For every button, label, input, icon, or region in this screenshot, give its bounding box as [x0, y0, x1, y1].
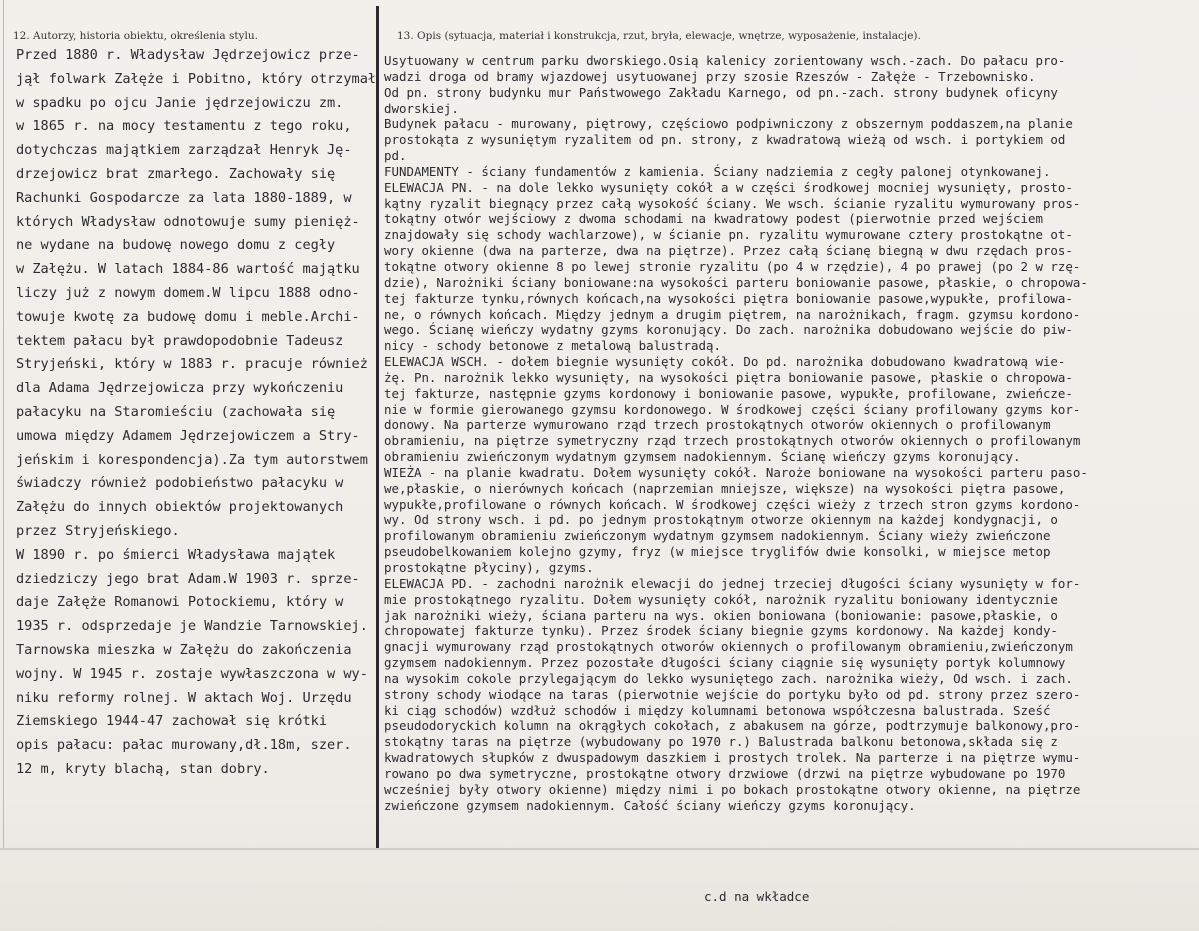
text-line: Przed 1880 r. Władysław Jędrzejowicz prze- [16, 47, 360, 63]
text-line: pseudodoryckich kolumn na okrągłych cokołach, z abakusem na górze, podtrzymuje balkonowy,pro- [384, 718, 1081, 734]
text-line: FUNDAMENTY - ściany fundamentów z kamienia. Ściany nadziemia z cegły palonej otynkowanej. [384, 163, 1051, 179]
text-line: chropowatej fakturze tynku). Przez środek ściany biegnie gzyms kordonowy. Na każdej kondy- [384, 623, 1058, 639]
text-line: tokątny otwór wejściowy z dwoma schodami na kwadratowy podest (pierwotnie przed wejściem [384, 211, 1043, 227]
text-line: przez Stryjeńskiego. [16, 522, 180, 539]
continuation-note: c.d na wkładce [704, 889, 810, 904]
text-line: pałacyku na Staromieściu (zachowała się [16, 403, 336, 420]
text-line: Ziemskiego 1944-47 zachował się krótki [16, 713, 327, 730]
text-line: we,płaskie, o nierównych końcach (naprzemian mniejsze, większe) na wysokości piętra pasowe, [384, 480, 1066, 496]
text-line: prostokąta z wysuniętym ryzalitem od pn. strony, z kwadratową wieżą od wsch. i portykiem od [384, 132, 1066, 148]
text-line: nicy - schody betonowe z metalową balustradą. [384, 338, 721, 354]
text-line: Stryjeński, który w 1883 r. pracuje również [16, 356, 368, 373]
text-line: w spadku po ojcu Janie jędrzejowiczu zm. [16, 94, 344, 111]
text-line: Załężu do innych obiektów projektowanych [16, 499, 344, 516]
text-line: Rachunki Gospodarcze za lata 1880-1889, w [16, 189, 352, 206]
text-line: prostokątne płyciny), gzyms. [384, 560, 594, 575]
text-line: rowano po dwa symetryczne, prostokątne otwory drzwiowe (drzwi na piętrze wybudowane po 1970 [384, 765, 1066, 781]
text-line: zwieńczone gzymsem nadokiennym. Całość ściany wieńczy gzyms koronujący. [384, 797, 916, 813]
text-line: wadzi droga od bramy wjazdowej usytuowanej przy szosie Rzeszów - Załęże - Trzebownisko. [384, 68, 1036, 84]
text-line: wy. Od strony wsch. i pd. po jednym prostokątnym otworze okiennym na każdej kondygnacji, o [384, 512, 1058, 528]
text-line: 1935 r. odsprzedaje je Wandzie Tarnowskiej. [16, 618, 368, 635]
text-line: donowy. Na parterze wymurowano rząd trzech prostokątnych otworów okiennych o profilowanym [384, 417, 1051, 433]
text-line: umowa między Adamem Jędrzejowiczem a Stry- [16, 427, 360, 444]
text-line: profilowanym obramieniu zwieńczonym wydatnym gzymsem nadokiennym. Ściany wieży zwieńczone [384, 528, 1051, 544]
text-line: tej fakturze, następnie gzyms kordonowy i boniowanie pasowe, wypukłe, profilowane, zwieńcze- [384, 385, 1073, 401]
text-line: WIEŻA - na planie kwadratu. Dołem wysunięty cokół. Naroże boniowane na wysokości parteru paso- [384, 464, 1088, 480]
text-line: stokątny taras na piętrze (wybudowany po 1970 r.) Balustrada balkonu betonowa,składa się z [384, 734, 1058, 750]
text-line: znajdowały się schody wachlarzowe), w ścianie pn. ryzalitu wymurowane cztery prostokątne ot- [384, 227, 1073, 243]
text-line: gzymsem nadokiennym. Przez pozostałe długości ściany ciągnie się wysunięty portyk kolumnowy [384, 655, 1066, 671]
text-line: Budynek pałacu - murowany, piętrowy, częściowo podpiwniczony z obszernym poddaszem,na planie [384, 116, 1073, 132]
text-line: wypukłe,profilowane o równych końcach. W środkowej części wieży z trzech stron gzyms kordono- [384, 496, 1081, 512]
column-divider [376, 6, 379, 848]
text-line: pd. [384, 148, 407, 164]
text-line: obramieniu zwieńczonym wydatnym gzymsem nadokiennym. Ścianę wieńczy gzyms koronujący. [384, 449, 1021, 465]
text-line: w 1865 r. na mocy testamentu z tego roku, [16, 118, 352, 135]
text-line: ELEWACJA PD. - zachodni narożnik elewacji do jednej trzeciej długości ściany wysunięty w for- [384, 575, 1081, 591]
text-line: gnacji wymurowany rząd prostokątnych otworów okiennych o profilowanym obramieniu,zwieńczonym [384, 639, 1073, 655]
text-line: Tarnowska mieszka w Załężu do zakończenia [16, 641, 352, 658]
text-line: drzejowicz brat zmarłego. Zachowały się [16, 165, 336, 182]
text-line: ne wydane na budowę nowego domu z cegły [16, 237, 336, 254]
history-text-block [16, 44, 376, 782]
text-line: ELEWACJA PN. - na dole lekko wysunięty cokół a w części środkowej mocniej wysunięty, prosto- [384, 179, 1073, 195]
text-line: jeńskim i korespondencja).Za tym autorstwem [16, 451, 368, 468]
text-line: tektem pałacu był prawdopodobnie Tadeusz [16, 332, 344, 349]
left-column-header: 12. Autorzy, historia obiektu, określenia stylu. [13, 30, 258, 42]
text-line: nie w formie gierowanego gzymsu kordonowego. W środkowej części ściany profilowany gzyms kor- [384, 401, 1081, 417]
text-line: na wysokim cokole przylegającym do lekko wysuniętego zach. narożnika wieży, Od wsch. i zach. [384, 670, 1073, 686]
text-line: niku reformy rolnej. W aktach Woj. Urzędu [16, 689, 352, 706]
text-line: tokątne otwory okienne 8 po lewej stronie ryzalitu (po 4 w rzędzie), 4 po prawej (po 2 w rzę- [384, 258, 1081, 274]
text-line: ne, o równych końcach. Między jednym a drugim piętrem, na narożnikach, fragm. gzymsu kordono- [384, 306, 1081, 322]
text-line: dzie), Narożniki ściany boniowane:na wysokości parteru boniowanie pasowe, płaskie, o chropowa- [384, 274, 1088, 290]
text-line: obramieniu, na piętrze symetryczny rząd trzech prostokątnych otworów okiennych o profilowanym [384, 433, 1081, 449]
text-line: 12 m, kryty blachą, stan dobry. [16, 760, 270, 777]
text-line: Od pn. strony budynku mur Państwowego Zakładu Karnego, od pn.-zach. strony budynek oficyny [384, 84, 1058, 100]
text-line: dziedziczy jego brat Adam.W 1903 r. sprze- [16, 570, 360, 587]
text-line: towuje kwotę za budowę domu i meble.Archi- [16, 308, 360, 325]
text-line: W 1890 r. po śmierci Władysława majątek [16, 546, 336, 563]
text-line: kątny ryzalit biegnący przez całą wysokość ściany. We wsch. ścianie ryzalitu wymurowany pros- [384, 195, 1081, 211]
text-line: Usytuowany w centrum parku dworskiego.Osią kalenicy zorientowany wsch.-zach. Do pałacu pro- [384, 53, 1066, 68]
text-line: ELEWACJA WSCH. - dołem biegnie wysunięty cokół. Do pd. narożnika dobudowano kwadratową wie- [384, 354, 1066, 370]
text-line: opis pałacu: pałac murowany,dł.18m, szer. [16, 737, 352, 754]
text-line: wego. Ścianę wieńczy wydatny gzyms koronujący. Do zach. narożnika dobudowano wejście do piw- [384, 322, 1073, 338]
text-line: liczy już z nowym domem.W lipcu 1888 odno- [16, 284, 360, 301]
text-line: mie prostokątnego ryzalitu. Dołem wysunięty cokół, narożnik ryzalitu boniowany identycznie [384, 591, 1058, 607]
text-line: dla Adama Jędrzejowicza przy wykończeniu [16, 380, 344, 397]
text-line: jął folwark Załęże i Pobitno, który otrzymał [16, 70, 377, 87]
text-line: tej fakturze tynku,równych końcach,na wysokości piętra boniowanie pasowe,wypukłe, profilowa- [384, 290, 1073, 306]
text-line: daje Załęże Romanowi Potockiemu, który w [16, 594, 344, 611]
text-line: dotychczas majątkiem zarządzał Henryk Ję- [16, 142, 352, 159]
text-line: dworskiej. [384, 100, 459, 116]
text-line: ki ciąg schodów) wzdłuż schodów i między kolumnami betonowa współczesna balustrada. Sześć [384, 702, 1051, 718]
text-line: wojny. W 1945 r. zostaje wywłaszczona w wy- [16, 665, 368, 682]
text-line: żę. Pn. narożnik lekko wysunięty, na wysokości piętra boniowanie pasowe, płaskie o chropowa- [384, 369, 1073, 385]
text-line: strony schody wiodące na taras (pierwotnie wejście do portyku było od pd. strony przez szero- [384, 686, 1081, 702]
page-edge-line [3, 0, 4, 850]
text-line: pseudobelkowaniem kolejno gzymy, fryz (w miejsce tryglifów dwie konsolki, w miejsce metop [384, 544, 1051, 560]
description-text-block [384, 53, 1196, 814]
text-line: których Władysław odnotowuje sumy pienięż- [16, 213, 360, 230]
text-line: świadczy również podobieństwo pałacyku w [16, 475, 344, 492]
text-line: w Załężu. W latach 1884-86 wartość majątku [16, 261, 360, 278]
right-column-header: 13. Opis (sytuacja, materiał i konstrukcja, rzut, bryła, elewacje, wnętrze, wyposażenie, instalacje). [397, 30, 921, 42]
text-line: jak narożniki wieży, ściana parteru na wys. okien boniowana (boniowanie: pasowe,płaskie, o [384, 607, 1058, 623]
text-line: wory okienne (dwa na parterze, dwa na piętrze). Przez całą ścianę biegną w dwu rzędach pros- [384, 243, 1073, 259]
text-line: kwadratowych słupków z dwuspadowym daszkiem i prostych trolek. Na parterze i na piętrze wymu- [384, 750, 1081, 766]
paper-fold-line [0, 848, 1199, 850]
text-line: wcześniej były otwory okienne) między nimi i po bokach prostokątne otwory okienne, na piętrze [384, 781, 1081, 797]
